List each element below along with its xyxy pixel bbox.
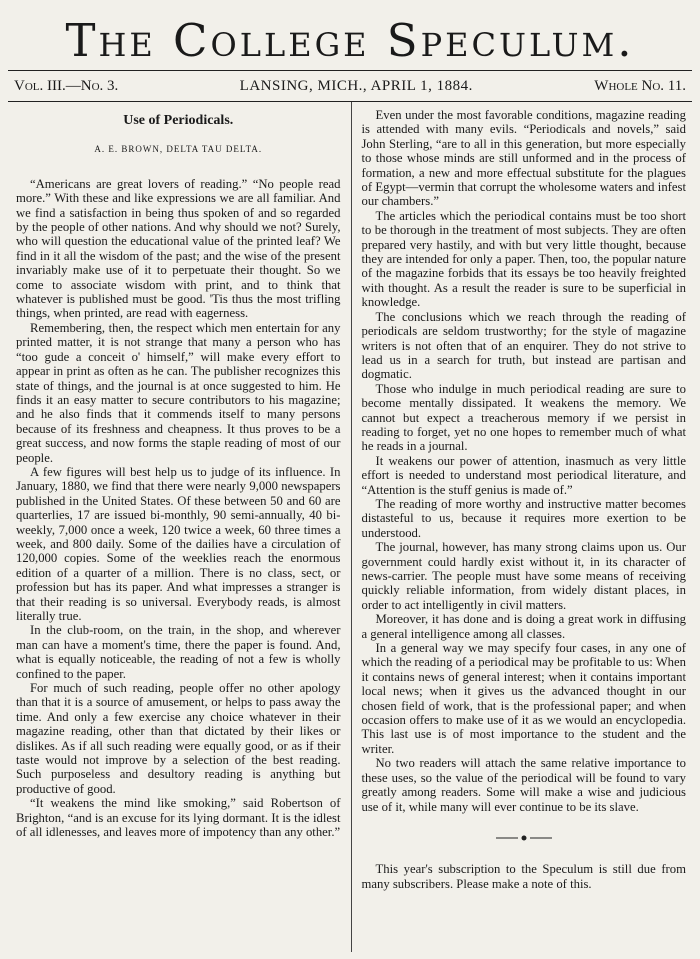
issue-info-bar: [8, 71, 692, 101]
article-paragraph: Those who indulge in much periodical reading are sure to become mentally dissipated. It weakens the memory. We cannot but expect a treacherous memory if we persist in reading to forget, yet no one hopes to remember much of what he reads in a journal.: [361, 381, 686, 454]
article-paragraph: The conclusions which we reach through the reading of periodicals are seldom trustworthy; for the style of magazine writers is not often that of an enquirer. They do not strive to lead us in a search for truth, but instead are partisan and dogmatic.: [361, 309, 686, 382]
article-paragraph: For much of such reading, people offer no other apology than that it is a source of amusement, or helps to pass away the time. And only a few exercise any choice whatever in their magazine reading, other than that dictated by their likes or dislikes. As if all such reading were equally good, or as if their taste would not improve by a selection of the best reading. Such purposeless and desultory reading is anything but productive of good.: [16, 681, 341, 796]
dateline: LANSING, MICH., APRIL 1, 1884.: [239, 77, 473, 94]
article-paragraph: The journal, however, has many strong claims upon us. Our government could hardly exist without it, in its character of news-carrier. The people must have some means of receiving quickly reliable information, from widely distant places, in order to act intelligently in civil matters.: [361, 540, 686, 612]
masthead-title: The College Speculum.: [65, 14, 635, 67]
article-columns: [8, 102, 692, 952]
article-paragraph: “It weakens the mind like smoking,” said Robertson of Brighton, “and is an excuse for its lying dormant. It is the idlest of all idlenesses, and leaves more of impotency than any other.”: [16, 796, 341, 840]
left-column: [8, 102, 352, 952]
article-paragraph: In the club-room, on the train, in the shop, and wherever man can have a moment's time, there the paper is found. And, what is equally noticeable, the reading of not a few is wholly confined to the paper.: [16, 623, 341, 681]
article-paragraph: In a general way we may specify four cases, in any one of which the reading of a periodical may be profitable to us: When it contains news of general interest; when it contains important local news; when it gives us the advanced thought in our chosen field of work, that is the professional paper; and when occasion offers to make use of it as we would an encyclopedia. This last use is of most importance to the student and the writer.: [361, 641, 686, 756]
whole-number: Whole No. 11.: [594, 77, 686, 94]
article-title: Use of Periodicals.: [123, 113, 234, 128]
article-paragraph: “Americans are great lovers of reading.” “No people read more.” With these and like expressions we are all familiar. And we find a satisfaction in being thus spoken of and so regarded by the people of other nations. And why should we not? Surely, who will question the educational value of the printed leaf? We find in it all the wisdom of the past; and the wise of the present invariably make use of it to perpetuate their thought. So we come to associate wisdom with print, and to think that whatever is published must be good. 'Tis thus the most trifling things, when printed, are read with eagerness.: [16, 176, 341, 321]
article-paragraph: Moreover, it has done and is doing a great work in diffusing a general intelligence among all classes.: [361, 612, 686, 641]
article-paragraph: The reading of more worthy and instructive matter becomes distasteful to us, because it requires more exertion to be understood.: [361, 496, 686, 540]
article-paragraph: No two readers will attach the same relative importance to these uses, so the value of the periodical will be found to vary greatly among readers. Some will make a wise and judicious use of it, while many will ever continue to be its slave.: [361, 756, 686, 814]
article-paragraph: Remembering, then, the respect which men entertain for any printed matter, it is not strange that many a person who has “too gude a conceit o' himself,” will make every effort to appear in print as often as he can. The publisher recognizes this state of things, and the journal is at once suggested to him. He finds it an easy matter to secure contributors to his magazine; and he also finds that it commends itself to many persons because of its freshness and cheapness. It thus proves to be a great success, and now forms the staple reading of most of our people.: [16, 320, 341, 465]
article-paragraph: It weakens our power of attention, inasmuch as very little effort is needed to understand most periodical literature, and “Attention is the stuff genius is made of.”: [361, 453, 686, 497]
article-byline: A. E. BROWN, DELTA TAU DELTA.: [94, 144, 263, 155]
subscription-notice: This year's subscription to the Speculum is still due from many subscribers. Please make a note of this.: [361, 862, 686, 891]
right-column: [352, 102, 693, 952]
ornament-icon: [496, 835, 552, 841]
article-paragraph: Even under the most favorable conditions, magazine reading is attended with many evils. “Periodicals and novels,” said John Sterling, “are to all in this generation, but more especially to those whose minds are still unformed and in the process of formation, a new and more effectual substitute for the plagues of Egypt—vermin that corrupt the wholesome waters and infest our chambers.”: [361, 108, 686, 209]
section-divider-ornament: [362, 832, 687, 846]
article-paragraph: A few figures will best help us to judge of its influence. In January, 1880, we find that there were nearly 9,000 newspapers published in the United States. Of these between 50 and 60 are quarterlies, 17 are issued bi-monthly, 90 semi-annually, 40 bi-weekly, 7,000 once a week, 120 twice a week, 60 three times a week, and 800 daily. Some of the dailies have a circulation of 120,000 copies. Some of the weeklies reach the enormous edition of a quarter of a million. There is no class, sect, or profession but has its paper. And what impresses a stranger is that their reading is so universal. Everybody reads, is almost literally true.: [16, 464, 341, 623]
volume-number: Vol. III.—No. 3.: [14, 77, 119, 94]
article-paragraph: The articles which the periodical contains must be too short to be thorough in the treatment of most subjects. They are often prepared very hastily, and with but very little thought, because they are intended for only a paper. Then, too, the popular nature of the magazine forbids that its essays be too heavily freighted with thought. As a result the reader is sure to be superficial in knowledge.: [361, 208, 686, 310]
